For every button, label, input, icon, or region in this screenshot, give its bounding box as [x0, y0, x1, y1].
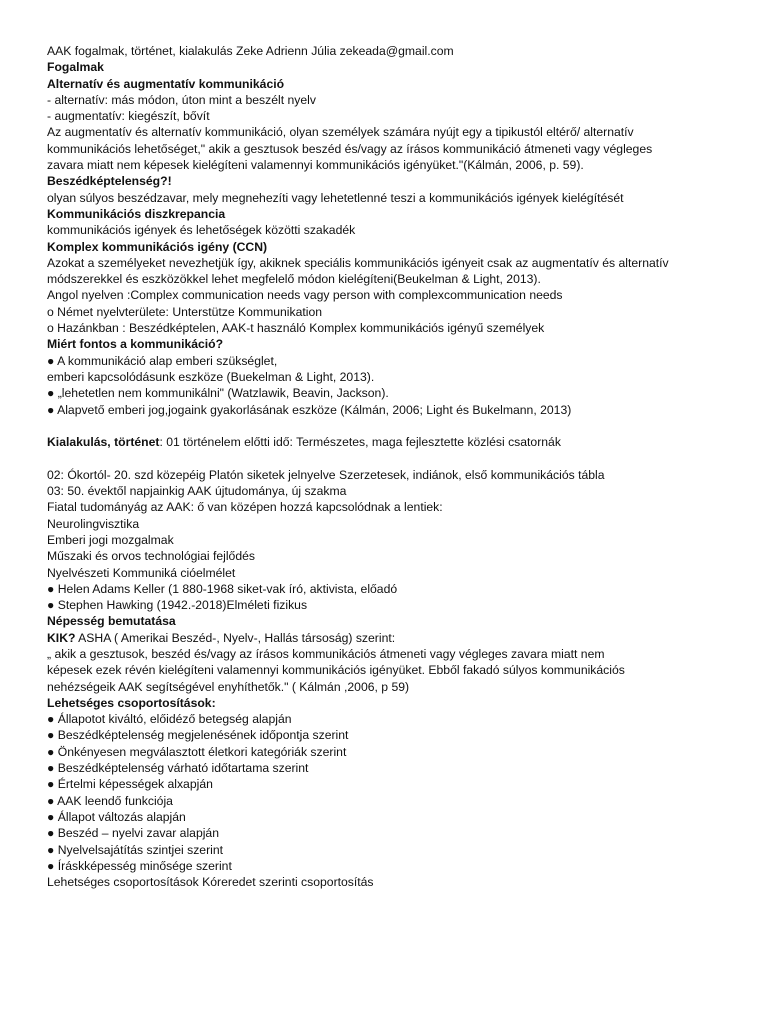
definition-augmentativ: - augmentatív: kiegészít, bővít — [47, 109, 210, 124]
section-heading-fogalmak: Fogalmak — [47, 60, 104, 75]
subheading-aak: Alternatív és augmentatív kommunikáció — [47, 76, 285, 91]
paragraph-line: Azokat a személyeket nevezhetjük így, akiknek speciális kommunikációs igényeit csak az augmentatív és alternatív — [47, 255, 669, 270]
list-item: ● Állapot változás alapján — [47, 809, 186, 824]
quote-line: nehézségeik AAK segítségével enyhíthetők." ( Kálmán ,2006, p 59) — [47, 679, 410, 694]
subheading-miert: Miért fontos a kommunikáció? — [47, 337, 224, 352]
angol-line: Angol nyelven :Complex communication needs vagy person with complexcommunication needs — [47, 288, 563, 303]
list-item: ● Alapvető emberi jog,jogaink gyakorlásának eszköze (Kálmán, 2006; Light és Bukelmann, 2013) — [47, 402, 572, 417]
tortenet-01: : 01 történelem előtti idő: Természetes, maga fejlesztette közlési csatornák — [159, 435, 561, 450]
list-item: ● Önkényesen megválasztott életkori kategóriák szerint — [47, 744, 347, 759]
subheading-beszedkeptelenseg: Beszédképtelenség?! — [47, 174, 172, 189]
quote-line: „ akik a gesztusok, beszéd és/vagy az írásos kommunikációs átmeneti vagy végleges zavara miatt nem — [47, 646, 605, 661]
section-heading-csoportositasok: Lehetséges csoportosítások: — [47, 695, 216, 710]
tortenet-03: 03: 50. évektől napjainkig AAK újtudománya, új szakma — [47, 484, 347, 499]
document-title-line: AAK fogalmak, történet, kialakulás Zeke Adrienn Júlia zekeada@gmail.com — [47, 44, 454, 58]
list-item: ● Értelmi képességek alxapján — [47, 777, 213, 792]
beszedkeptelenseg-text: olyan súlyos beszédzavar, mely megnehezíti vagy lehetetlenné teszi a kommunikációs igények kielégítését — [47, 190, 624, 205]
list-item: Neurolingvisztika — [47, 516, 140, 531]
list-item: Emberi jogi mozgalmak — [47, 532, 174, 547]
list-item: ● Nyelvelsajátítás szintjei szerint — [47, 842, 224, 857]
list-item: ● Beszédképtelenség megjelenésének időpontja szerint — [47, 728, 349, 743]
subheading-ccn: Komplex kommunikációs igény (CCN) — [47, 239, 268, 254]
document-body — [47, 43, 737, 890]
kik-label: KIK? — [47, 630, 76, 645]
diszkrepancia-text: kommunikációs igények és lehetőségek közötti szakadék — [47, 223, 356, 238]
subheading-diszkrepancia: Kommunikációs diszkrepancia — [47, 206, 226, 221]
definition-alternativ: - alternatív: más módon, úton mint a beszélt nyelv — [47, 92, 316, 107]
kik-line — [47, 630, 737, 646]
blank-line — [47, 450, 737, 466]
tortenet-line — [47, 434, 737, 450]
list-item: ● Beszéd – nyelvi zavar alapján — [47, 826, 219, 841]
fiatal-tudomanyag: Fiatal tudományág az AAK: ő van középen hozzá kapcsolódnak a lentiek: — [47, 500, 443, 515]
paragraph-line: módszerekkel és eszközökkel lehet megfelelő módon kielégíteni(Beukelman & Light, 2013). — [47, 272, 541, 287]
blank-line — [47, 418, 737, 434]
list-item: ● AAK leendő funkciója — [47, 793, 173, 808]
paragraph-line: zavara miatt nem képesek kielégíteni valamennyi kommunikációs igényüket."(Kálmán, 2006, p. 59). — [47, 158, 584, 173]
quote-line: képesek ezek révén kielégíteni valamennyi kommunikációs igényüket. Ebből fakadó súlyos kommunikációs — [47, 663, 625, 678]
nemet-line: o Német nyelvterülete: Unterstütze Kommunikation — [47, 304, 323, 319]
list-item: Nyelvészeti Kommuniká cióelmélet — [47, 565, 236, 580]
list-item: ● A kommunikáció alap emberi szükséglet, — [47, 353, 278, 368]
list-item: ● Stephen Hawking (1942.-2018)Elméleti fizikus — [47, 598, 308, 613]
kik-text: ASHA ( Amerikai Beszéd-, Nyelv-, Hallás társoság) szerint: — [75, 630, 396, 645]
section-heading-tortenet: Kialakulás, történet — [47, 435, 160, 450]
list-item: Műszaki és orvos technológiai fejlődés — [47, 549, 255, 564]
tortenet-02: 02: Ókortól- 20. szd közepéig Platón siketek jelnyelve Szerzetesek, indiánok, első kommunikációs tábla — [47, 467, 605, 482]
list-item: ● Állapotot kiváltó, előidéző betegség alapján — [47, 712, 292, 727]
list-item: ● Beszédképtelenség várható időtartama szerint — [47, 761, 309, 776]
list-item: ● „lehetetlen nem kommunikálni" (Watzlawik, Beavin, Jackson). — [47, 386, 389, 401]
paragraph-line: Az augmentatív és alternatív kommunikáció, olyan személyek számára nyújt egy a tipikustól eltérő/ alternatív — [47, 125, 634, 140]
list-item: ● Íráskképesség minősége szerint — [47, 858, 232, 873]
list-item: emberi kapcsolódásunk eszköze (Buekelman & Light, 2013). — [47, 369, 375, 384]
paragraph-line: kommunikációs lehetőséget," akik a gesztusok beszéd és/vagy az írásos kommunikáció átmeneti vagy végleges — [47, 141, 653, 156]
hazank-line: o Hazánkban : Beszédképtelen, AAK-t használó Komplex kommunikációs igényű személyek — [47, 321, 545, 336]
list-item: ● Helen Adams Keller (1 880-1968 siket-vak író, aktivista, előadó — [47, 581, 398, 596]
csoportositas-footer: Lehetséges csoportosítások Kóreredet szerinti csoportosítás — [47, 875, 374, 890]
section-heading-nepesseg: Népesség bemutatása — [47, 614, 176, 629]
